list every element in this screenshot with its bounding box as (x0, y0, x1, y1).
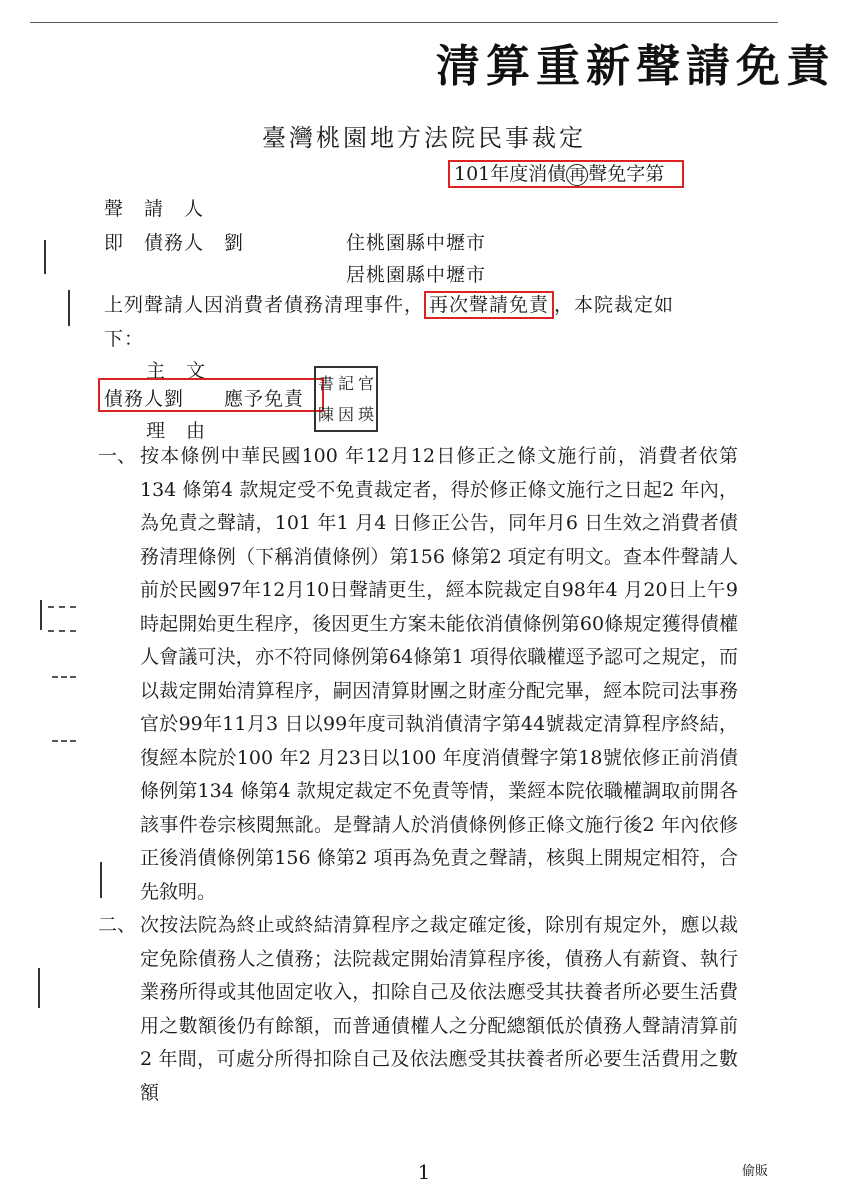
reason-marker: 一、 (98, 445, 137, 467)
margin-mark (68, 290, 70, 326)
page-number: 1 (417, 1160, 431, 1184)
intro-line (104, 290, 674, 317)
seal-char: 瑛 (357, 405, 374, 424)
margin-mark (44, 240, 46, 274)
clerk-seal (314, 366, 378, 432)
document-title: 臺灣桃園地方法院民事裁定 (262, 124, 586, 152)
seal-char: 記 (337, 374, 354, 393)
address-residence: 住桃園縣中壢市 (346, 232, 487, 254)
case-number-suffix: 聲免字第 (588, 163, 665, 185)
debtor-label: 即 債務人 劉 (104, 232, 245, 254)
intro-before: 上列聲請人因消費者債務清理事件， (104, 294, 425, 316)
case-number (448, 160, 684, 188)
reason-paragraph (98, 909, 738, 1110)
margin-mark (40, 600, 42, 630)
margin-dots (48, 630, 76, 632)
intro-highlight: 再次聲請免責 (424, 291, 554, 319)
intro-line-2: 下： (104, 328, 145, 350)
reasons-body (98, 440, 738, 1110)
reason-text: 次按法院為終止或終結清算程序之裁定確定後，除別有規定外，應以裁定免除債務人之債務；法院裁定開始清算程序後，債務人有薪資、執行業務所得或其他固定收入，扣除自己及依法應受其扶養者所必要生活費用之數額後仍有餘額，而普通債權人之分配總額低於債務人聲請清算前2 年間，可處分所得扣除自己及依法應受其扶養者所必要生活費用之數額 (140, 914, 738, 1104)
ruling-text: 債務人劉 應予免責 (104, 388, 305, 410)
margin-dots (52, 740, 76, 742)
margin-mark (100, 862, 102, 898)
circled-character: 再 (566, 164, 588, 186)
seal-char: 陳 (317, 405, 334, 424)
seal-char: 因 (337, 405, 354, 424)
handwritten-banner: 清算重新聲請免責 (436, 41, 836, 92)
reason-paragraph (98, 440, 738, 909)
reason-marker: 二、 (98, 914, 137, 936)
reason-heading: 理 由 (146, 420, 207, 442)
scan-edge-line (30, 22, 778, 23)
margin-mark (38, 968, 40, 1008)
footer-note: 偷販 (742, 1164, 769, 1179)
seal-char: 官 (357, 374, 374, 393)
seal-char: 書 (317, 374, 334, 393)
main-heading: 主 文 (146, 360, 207, 382)
case-number-prefix: 101年度消債 (454, 163, 567, 185)
intro-after: ，本院裁定如 (554, 294, 675, 316)
margin-dots (48, 606, 76, 608)
address-dwelling: 居桃園縣中壢市 (346, 264, 487, 286)
petitioner-label: 聲 請 人 (104, 198, 205, 220)
reason-text: 按本條例中華民國100 年12月12日修正之條文施行前，消費者依第134 條第4 款規定受不免責裁定者，得於修正條文施行之日起2 年內，為免責之聲請，101 年1 月4 日修正公告，同年月6 日生效之消費者債務清理條例（下稱消債條例）第156 條第2 項定有明文。查本件聲請人前於民國97年12月10日聲請更生，經本院裁定自98年4 月20日上午9 時起開始更生程序，後因更生方案未能依消債條例第60條規定獲得債權人會議可決，亦不符同條例第64條第1 項得依職權逕予認可之規定，而以裁定開始清算程序，嗣因清算財團之財產分配完畢，經本院司法事務官於99年11月3 日以99年度司執消債清字第44號裁定清算程序終結，復經本院於100 年2 月23日以100 年度消債聲字第18號依修正前消債條例第134 條第4 款規定裁定不免責等情，業經本院依職權調取前開各該事件卷宗核閱無訛。是聲請人於消債條例修正條文施行後2 年內依修正後消債條例第156 條第2 項再為免責之聲請，核與上開規定相符，合先敘明。 (140, 445, 738, 903)
margin-dots (52, 676, 76, 678)
